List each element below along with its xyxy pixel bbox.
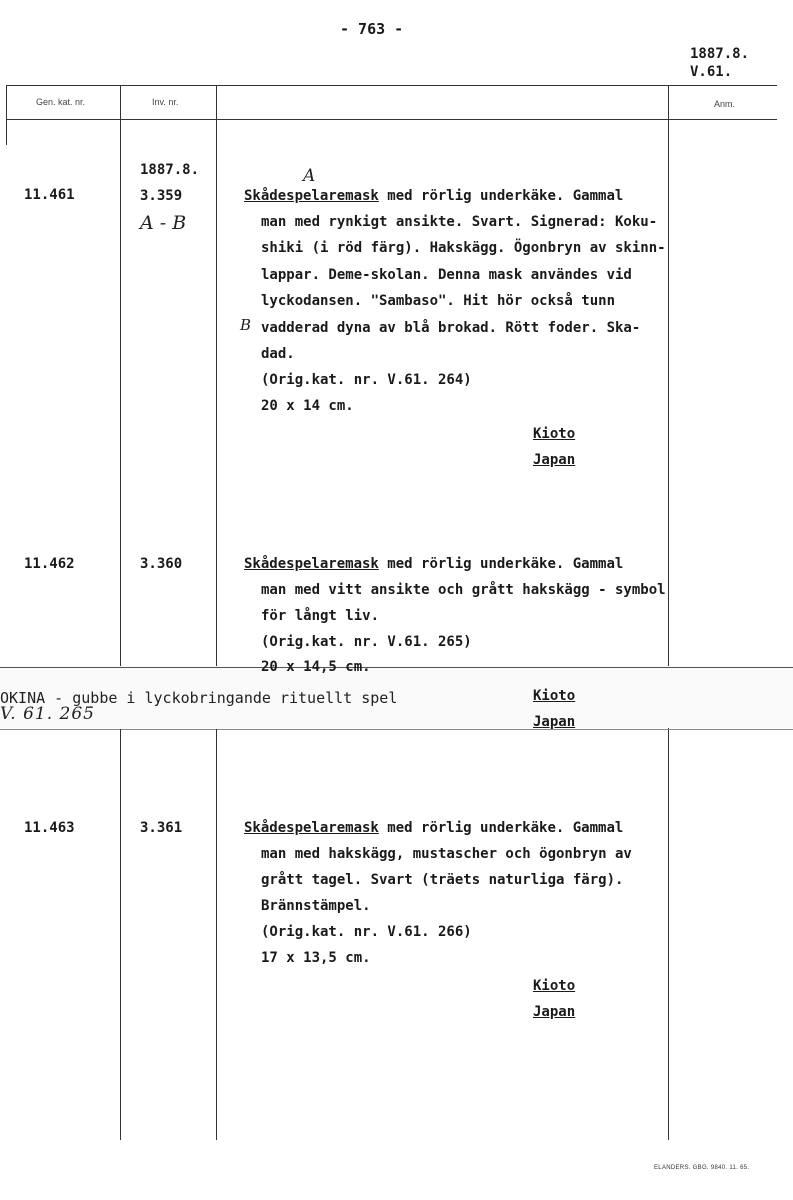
entry-title: Skådespelaremask: [244, 556, 379, 572]
inv-number: 3.360: [140, 556, 183, 572]
entry-title-line: [244, 188, 623, 204]
pasted-label-line2: V. 61. 265: [0, 704, 95, 724]
header-ref-line2: V.61.: [690, 64, 733, 80]
header-top-rule: [6, 85, 777, 86]
column-divider-gen-lower: [120, 729, 121, 1140]
column-divider-anm: [668, 85, 669, 1140]
entry-line: (Orig.kat. nr. V.61. 266): [261, 924, 472, 940]
gen-number: 11.461: [24, 187, 75, 203]
entry-line: (Orig.kat. nr. V.61. 264): [261, 372, 472, 388]
entry-title-rest: med rörlig underkäke. Gammal: [387, 188, 624, 204]
printer-stamp: ELANDERS. GBG. 9840. 11. 65.: [654, 1165, 750, 1171]
header-ref-line1: 1887.8.: [690, 46, 750, 62]
page-number: - 763 -: [340, 20, 404, 38]
inv-year: 1887.8.: [140, 162, 200, 178]
column-header-inv: Inv. nr.: [152, 97, 179, 107]
entry-line: 20 x 14 cm.: [261, 398, 354, 414]
entry-line: lappar. Deme-skolan. Denna mask användes vid: [261, 267, 632, 283]
entry-line: man med vitt ansikte och grått hakskägg - symbol: [261, 582, 666, 598]
entry-title: Skådespelaremask: [244, 188, 379, 204]
left-margin-rule: [6, 85, 7, 145]
entry-title: Skådespelaremask: [244, 820, 379, 836]
column-header-gen: Gen. kat. nr.: [36, 97, 86, 107]
entry-place: Kioto: [533, 688, 576, 704]
handwritten-inv-note: A - B: [140, 212, 187, 234]
entry-title-rest: med rörlig underkäke. Gammal: [387, 556, 624, 572]
entry-line: dad.: [261, 346, 295, 362]
entry-place: Kioto: [533, 978, 576, 994]
entry-line: man med hakskägg, mustascher och ögonbryn av: [261, 846, 632, 862]
entry-line: lyckodansen. "Sambaso". Hit hör också tunn: [261, 293, 616, 309]
pasted-label-line1: OKINA - gubbe i lyckobringande rituellt spel: [0, 689, 398, 707]
column-divider-inv-lower: [216, 729, 217, 1140]
column-divider-inv: [216, 85, 217, 668]
gen-number: 11.462: [24, 556, 75, 572]
entry-line: shiki (i röd färg). Hakskägg. Ögonbryn av skinn-: [261, 240, 666, 256]
header-bottom-rule: [6, 119, 777, 120]
entry-line: 17 x 13,5 cm.: [261, 950, 371, 966]
entry-title-rest: med rörlig underkäke. Gammal: [387, 820, 624, 836]
handwritten-b-mark: B: [240, 316, 252, 334]
label-strip-top-rule: [0, 667, 793, 668]
column-divider-gen: [120, 85, 121, 668]
entry-line-cut: [261, 658, 371, 666]
column-header-anm: Anm.: [714, 99, 736, 109]
entry-line: vadderad dyna av blå brokad. Rött foder. Ska-: [261, 320, 641, 336]
entry-country: Japan: [533, 452, 576, 468]
gen-number: 11.463: [24, 820, 75, 836]
handwritten-a-mark: A: [303, 166, 316, 186]
entry-line: man med rynkigt ansikte. Svart. Signerad: Koku-: [261, 214, 658, 230]
entry-country: Japan: [533, 1004, 576, 1020]
inv-number: 3.361: [140, 820, 183, 836]
inv-number: 3.359: [140, 188, 183, 204]
entry-title-line: [244, 820, 623, 836]
entry-line: grått tagel. Svart (träets naturliga färg).: [261, 872, 624, 888]
entry-country: Japan: [533, 714, 576, 730]
entry-line: (Orig.kat. nr. V.61. 265): [261, 634, 472, 650]
entry-line: Brännstämpel.: [261, 898, 371, 914]
entry-place: Kioto: [533, 426, 576, 442]
entry-line: för långt liv.: [261, 608, 380, 624]
entry-title-line: [244, 556, 623, 572]
label-strip-bottom-rule: [0, 729, 793, 730]
